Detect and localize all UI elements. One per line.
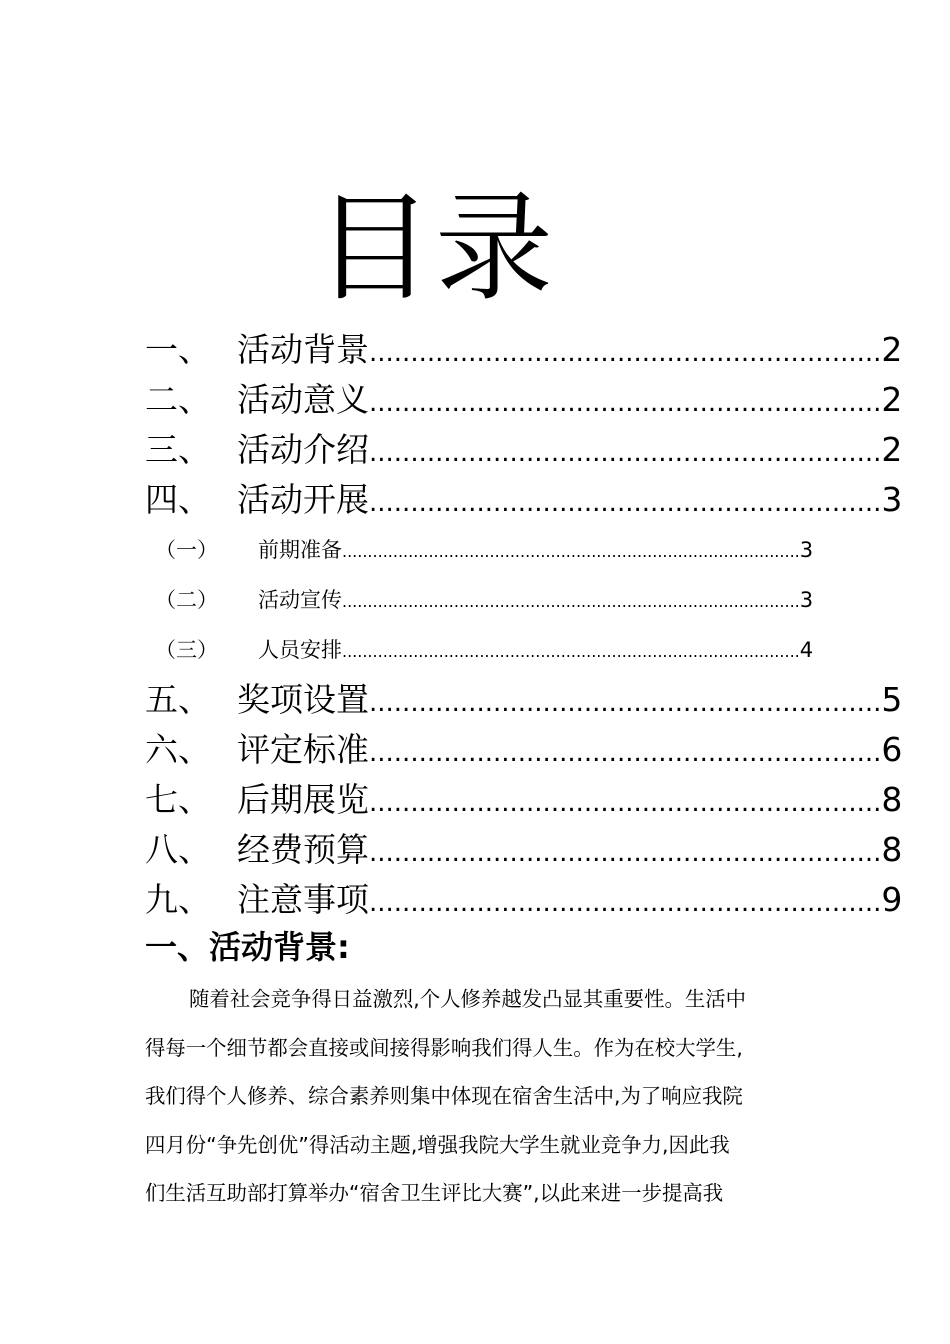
toc-entry-number: 二、 [145, 380, 211, 419]
toc-entry-page: 2 [881, 330, 903, 369]
toc-subentry[interactable] [155, 525, 814, 575]
paragraph-line: 随着社会竞争得日益激烈,个人修养越发凸显其重要性。生活中 [189, 987, 747, 1011]
toc-entry-page: 9 [881, 880, 903, 919]
toc-entry-page: 3 [799, 538, 814, 562]
toc-entry-text: 评定标准 [237, 730, 369, 769]
toc-leader-dots: .......................................................................................... [342, 642, 800, 661]
toc-entry-text: 前期准备 [258, 538, 342, 562]
toc-entry-text: 经费预算 [237, 830, 369, 869]
toc-entry-page: 6 [881, 730, 903, 769]
toc-leader-dots: .............................................................. [369, 838, 882, 868]
toc-entry-text: 活动开展 [237, 480, 369, 519]
paragraph-line: 我们得个人修养、综合素养则集中体现在宿舍生活中,为了响应我院 [145, 1084, 743, 1108]
toc-leader-dots: .............................................................. [369, 338, 882, 368]
toc-subentry[interactable] [155, 625, 814, 675]
toc-entry-text: 注意事项 [237, 880, 369, 919]
toc-entry-page: 3 [799, 588, 814, 612]
toc-leader-dots: .............................................................. [369, 488, 882, 518]
toc-entry[interactable] [145, 825, 903, 875]
toc-entry[interactable] [145, 725, 903, 775]
toc-entry-text: 活动背景 [237, 330, 369, 369]
toc-entry-page: 4 [799, 638, 814, 662]
toc-entry[interactable] [145, 875, 903, 925]
toc-entry-number: 四、 [145, 480, 211, 519]
toc-entry-text: 奖项设置 [237, 680, 369, 719]
toc-entry-number: （一） [155, 538, 218, 562]
toc-entry-page: 5 [881, 680, 903, 719]
toc-leader-dots: .............................................................. [369, 888, 882, 918]
toc-entry[interactable] [145, 375, 903, 425]
toc-entry-text: 活动意义 [237, 380, 369, 419]
toc-entry-number: （二） [155, 588, 218, 612]
toc-leader-dots: .............................................................. [369, 688, 882, 718]
toc-entry-number: 五、 [145, 680, 211, 719]
toc-leader-dots: .............................................................. [369, 788, 882, 818]
toc-entry-page: 2 [881, 380, 903, 419]
toc-entry-number: 七、 [145, 780, 211, 819]
toc-entry-number: 九、 [145, 880, 211, 919]
toc-entry[interactable] [145, 675, 903, 725]
toc-entry-text: 后期展览 [237, 780, 369, 819]
toc-entry-text: 活动介绍 [237, 430, 369, 469]
toc-entry-page: 3 [881, 480, 903, 519]
toc-entry-text: 人员安排 [258, 638, 342, 662]
section-heading: 一、活动背景: [145, 928, 350, 966]
toc-entry-page: 8 [881, 830, 903, 869]
toc-leader-dots: .......................................................................................... [342, 592, 800, 611]
toc-leader-dots: .............................................................. [369, 438, 882, 468]
section-body [145, 975, 810, 1218]
toc-entry-number: 八、 [145, 830, 211, 869]
toc-leader-dots: .............................................................. [369, 388, 882, 418]
toc-entry[interactable] [145, 475, 903, 525]
paragraph-line: 们生活互助部打算举办“宿舍卫生评比大赛”,以此来进一步提高我 [145, 1181, 724, 1205]
toc-entry-number: 六、 [145, 730, 211, 769]
toc-entry[interactable] [145, 325, 903, 375]
toc-leader-dots: .............................................................. [369, 738, 882, 768]
toc-entry-page: 8 [881, 780, 903, 819]
toc-entry-number: 三、 [145, 430, 211, 469]
toc-entry-text: 活动宣传 [258, 588, 342, 612]
toc-entry-number: （三） [155, 638, 218, 662]
paragraph-line: 得每一个细节都会直接或间接得影响我们得人生。作为在校大学生, [145, 1035, 743, 1060]
toc-entry-page: 2 [881, 430, 903, 469]
toc-title: 目录 [314, 179, 555, 317]
toc-entry-number: 一、 [145, 330, 211, 369]
toc-leader-dots: .......................................................................................... [342, 542, 800, 561]
toc-entry[interactable] [145, 775, 903, 825]
paragraph-line: 四月份“争先创优”得活动主题,增强我院大学生就业竞争力,因此我 [145, 1132, 730, 1157]
toc-subentry[interactable] [155, 575, 814, 625]
toc-entry[interactable] [145, 425, 903, 475]
